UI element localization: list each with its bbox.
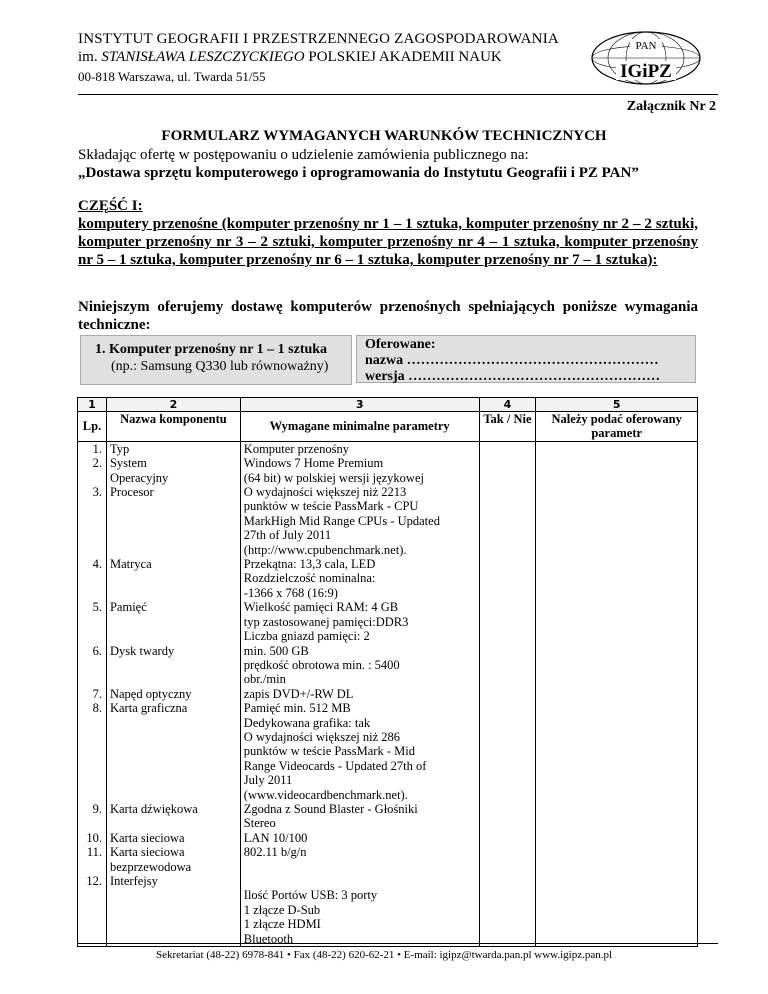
table-row	[78, 874, 698, 947]
cell-lp: 1.	[78, 441, 107, 456]
cell-component-name	[106, 845, 240, 874]
cell-lp: 11.	[78, 845, 107, 874]
annex-label: Załącznik Nr 2	[626, 99, 716, 114]
cell-lp: 12.	[78, 874, 107, 947]
item-box	[80, 335, 352, 385]
parameter-line: obr./min	[243, 672, 286, 687]
item-boxes	[78, 335, 698, 385]
parameter-line: punktów w teście PassMark - CPU	[243, 499, 419, 514]
offered-box	[356, 335, 696, 383]
parameter-line: Komputer przenośny	[243, 441, 349, 456]
cell-component-name	[106, 441, 240, 456]
cell-lp: 4.	[78, 557, 107, 600]
header-lp: Lp.	[78, 412, 107, 442]
component-name-line: Matryca	[109, 557, 152, 572]
cell-offered-parameter[interactable]	[536, 687, 698, 701]
parameter-line: Zgodna z Sound Blaster - Głośniki	[243, 801, 418, 816]
cell-required-parameters	[240, 644, 479, 687]
cell-required-parameters	[240, 845, 479, 874]
column-number-row	[78, 398, 698, 412]
parameter-line: July 2011	[243, 773, 293, 788]
cell-yes-no[interactable]	[479, 600, 536, 643]
cell-yes-no[interactable]	[479, 802, 536, 831]
parameter-line: Dedykowana grafika: tak	[243, 715, 371, 730]
cell-offered-parameter[interactable]	[536, 845, 698, 874]
cell-lp: 2.	[78, 456, 107, 485]
header-offered-parameter: Należy podać oferowany parametr	[536, 412, 698, 442]
component-name-line: Dysk twardy	[109, 643, 175, 658]
procurement-subject: „Dostawa sprzętu komputerowego i oprogramowania do Instytutu Geografii i PZ PAN”	[78, 165, 639, 181]
cell-component-name	[106, 687, 240, 701]
cell-required-parameters	[240, 831, 479, 845]
header-divider	[78, 94, 718, 95]
cell-offered-parameter[interactable]	[536, 485, 698, 557]
cell-lp: 6.	[78, 644, 107, 687]
col-number: 3	[240, 398, 479, 412]
component-name-line: Pamięć	[109, 600, 147, 615]
parameter-line: prędkość obrotowa min. : 5400	[243, 657, 400, 672]
col-number: 4	[479, 398, 536, 412]
table-row	[78, 557, 698, 600]
intro-text: Składając ofertę w postępowaniu o udzielenie zamówienia publicznego na:	[78, 147, 529, 163]
parameter-line: 27th of July 2011	[243, 528, 332, 543]
component-name-line: Interfejsy	[109, 874, 158, 888]
cell-lp: 8.	[78, 701, 107, 802]
header-parameters: Wymagane minimalne parametry	[240, 412, 479, 442]
institute-patron: im. STANISŁAWA LESZCZYCKIEGO POLSKIEJ AKADEMII NAUK	[78, 49, 502, 65]
cell-yes-no[interactable]	[479, 456, 536, 485]
igipz-pan-logo	[590, 30, 702, 86]
component-name-line: Napęd optyczny	[109, 686, 192, 701]
cell-component-name	[106, 485, 240, 557]
part-section	[78, 197, 698, 269]
table-row	[78, 802, 698, 831]
component-name-line: bezprzewodowa	[109, 859, 192, 874]
table-row	[78, 456, 698, 485]
column-header-row	[78, 412, 698, 442]
footer-divider	[78, 943, 718, 944]
cell-lp: 7.	[78, 687, 107, 701]
cell-offered-parameter[interactable]	[536, 802, 698, 831]
table-row	[78, 644, 698, 687]
table-row	[78, 441, 698, 456]
parameter-line: 1 złącze D-Sub	[243, 902, 321, 917]
cell-yes-no[interactable]	[479, 485, 536, 557]
cell-required-parameters	[240, 701, 479, 802]
form-title: FORMULARZ WYMAGANYCH WARUNKÓW TECHNICZNYCH	[161, 128, 607, 144]
cell-component-name	[106, 831, 240, 845]
part-description: komputery przenośne (komputer przenośny nr 1 – 1 sztuka, komputer przenośny nr 2 – 2 sztuki, komputer przenośny nr 3 – 2 sztuki, komputer przenośny nr 4 – 1 sztuka, komputer przenośny nr 5 – 1 sztuka, komputer przenośny nr 6 – 1 sztuka, komputer przenośny nr 7 – 1 sztuka):	[78, 216, 698, 268]
parameter-line: 802.11 b/g/n	[243, 845, 307, 860]
cell-yes-no[interactable]	[479, 441, 536, 456]
parameter-line: Liczba gniazd pamięci: 2	[243, 629, 370, 644]
parameter-line: punktów w teście PassMark - Mid	[243, 744, 415, 759]
parameter-line: (www.videocardbenchmark.net).	[243, 787, 408, 802]
component-name-line: System	[109, 456, 147, 471]
parameter-line: Pamięć min. 512 MB	[243, 701, 351, 716]
cell-component-name	[106, 701, 240, 802]
part-heading: CZĘŚĆ I:	[78, 198, 143, 214]
component-name-line: Karta sieciowa	[109, 845, 185, 860]
table-row	[78, 845, 698, 874]
parameter-line: zapis DVD+/-RW DL	[243, 686, 354, 701]
parameter-line: Stereo	[243, 816, 276, 831]
svg-text:IGiPZ: IGiPZ	[620, 61, 672, 82]
header-yes-no: Tak / Nie	[479, 412, 536, 442]
cell-offered-parameter[interactable]	[536, 831, 698, 845]
offered-name-field[interactable]: nazwa ………………………………………………	[365, 353, 659, 368]
table-row	[78, 600, 698, 643]
item-subtitle: (np.: Samsung Q330 lub równoważny)	[111, 359, 329, 374]
cell-yes-no[interactable]	[479, 557, 536, 600]
parameter-line: Rozdzielczość nominalna:	[243, 571, 376, 586]
parameter-line	[244, 874, 476, 888]
cell-yes-no[interactable]	[479, 831, 536, 845]
footer-contact: Sekretariat (48-22) 6978-841 • Fax (48-22) 620-62-21 • E-mail: igipz@twarda.pan.pl www.igipz.pan.pl	[155, 949, 613, 961]
parameter-line: -1366 x 768 (16:9)	[243, 585, 338, 600]
table-row	[78, 687, 698, 701]
component-name-line: Karta graficzna	[109, 701, 188, 716]
parameter-line: Windows 7 Home Premium	[243, 456, 384, 471]
cell-required-parameters	[240, 600, 479, 643]
cell-component-name	[106, 874, 240, 947]
parameter-line: Range Videocards - Updated 27th of	[243, 758, 427, 773]
component-name-line: Typ	[109, 441, 130, 456]
parameter-line: Bluetooth	[243, 931, 294, 946]
col-number: 5	[536, 398, 698, 412]
parameter-line: O wydajności większej niż 286	[243, 729, 401, 744]
parameter-line: 1 złącze HDMI	[243, 917, 321, 932]
header-component: Nazwa komponentu	[106, 412, 240, 442]
cell-offered-parameter[interactable]	[536, 441, 698, 456]
component-name-line: Operacyjny	[109, 470, 169, 485]
parameter-line: LAN 10/100	[243, 830, 308, 845]
cell-yes-no[interactable]	[479, 644, 536, 687]
component-name-line: Karta dźwiękowa	[109, 801, 198, 816]
parameter-line: Ilość Portów USB: 3 porty	[243, 888, 378, 903]
parameter-line: Przekątna: 13,3 cala, LED	[243, 557, 376, 572]
parameter-line: (http://www.cpubenchmark.net).	[243, 542, 407, 557]
offered-version-field[interactable]: wersja ………………………………………………	[365, 369, 661, 384]
parameter-line: O wydajności większej niż 2213	[243, 485, 407, 500]
cell-component-name	[106, 600, 240, 643]
parameter-line: typ zastosowanej pamięci:DDR3	[243, 614, 409, 629]
cell-yes-no[interactable]	[479, 701, 536, 802]
cell-yes-no[interactable]	[479, 687, 536, 701]
cell-offered-parameter[interactable]	[536, 874, 698, 947]
institute-name: INSTYTUT GEOGRAFII I PRZESTRZENNEGO ZAGOSPODAROWANIA	[78, 31, 559, 47]
table-row	[78, 485, 698, 557]
parameter-line: MarkHigh Mid Range CPUs - Updated	[243, 513, 440, 528]
parameter-line: (64 bit) w polskiej wersji językowej	[243, 470, 424, 485]
cell-component-name	[106, 644, 240, 687]
cell-lp: 5.	[78, 600, 107, 643]
cell-offered-parameter[interactable]	[536, 600, 698, 643]
cell-offered-parameter[interactable]	[536, 644, 698, 687]
offered-label: Oferowane:	[365, 337, 436, 352]
parameter-line: min. 500 GB	[243, 643, 309, 658]
cell-required-parameters	[240, 557, 479, 600]
item-title: 1. Komputer przenośny nr 1 – 1 sztuka	[95, 342, 328, 357]
cell-yes-no[interactable]	[479, 845, 536, 874]
cell-component-name	[106, 557, 240, 600]
col-number: 2	[106, 398, 240, 412]
cell-component-name	[106, 802, 240, 831]
cell-required-parameters	[240, 456, 479, 485]
cell-required-parameters	[240, 687, 479, 701]
component-name-line: Karta sieciowa	[109, 830, 185, 845]
cell-offered-parameter[interactable]	[536, 557, 698, 600]
intro-block	[78, 146, 718, 182]
table-row	[78, 701, 698, 802]
cell-offered-parameter[interactable]	[536, 456, 698, 485]
cell-lp: 3.	[78, 485, 107, 557]
col-number: 1	[78, 398, 107, 412]
cell-required-parameters	[240, 441, 479, 456]
component-name-line: Procesor	[109, 485, 154, 500]
cell-lp: 9.	[78, 802, 107, 831]
svg-text:PAN: PAN	[635, 40, 657, 52]
cell-required-parameters	[240, 485, 479, 557]
offer-statement: Niniejszym oferujemy dostawę komputerów przenośnych spełniających poniższe wymagania techniczne:	[78, 299, 698, 333]
cell-required-parameters	[240, 874, 479, 947]
requirements-table	[77, 397, 698, 947]
cell-lp: 10.	[78, 831, 107, 845]
institute-address: 00-818 Warszawa, ul. Twarda 51/55	[78, 69, 266, 84]
cell-component-name	[106, 456, 240, 485]
cell-required-parameters	[240, 802, 479, 831]
cell-yes-no[interactable]	[479, 874, 536, 947]
table-row	[78, 831, 698, 845]
cell-offered-parameter[interactable]	[536, 701, 698, 802]
parameter-line: Wielkość pamięci RAM: 4 GB	[243, 600, 399, 615]
